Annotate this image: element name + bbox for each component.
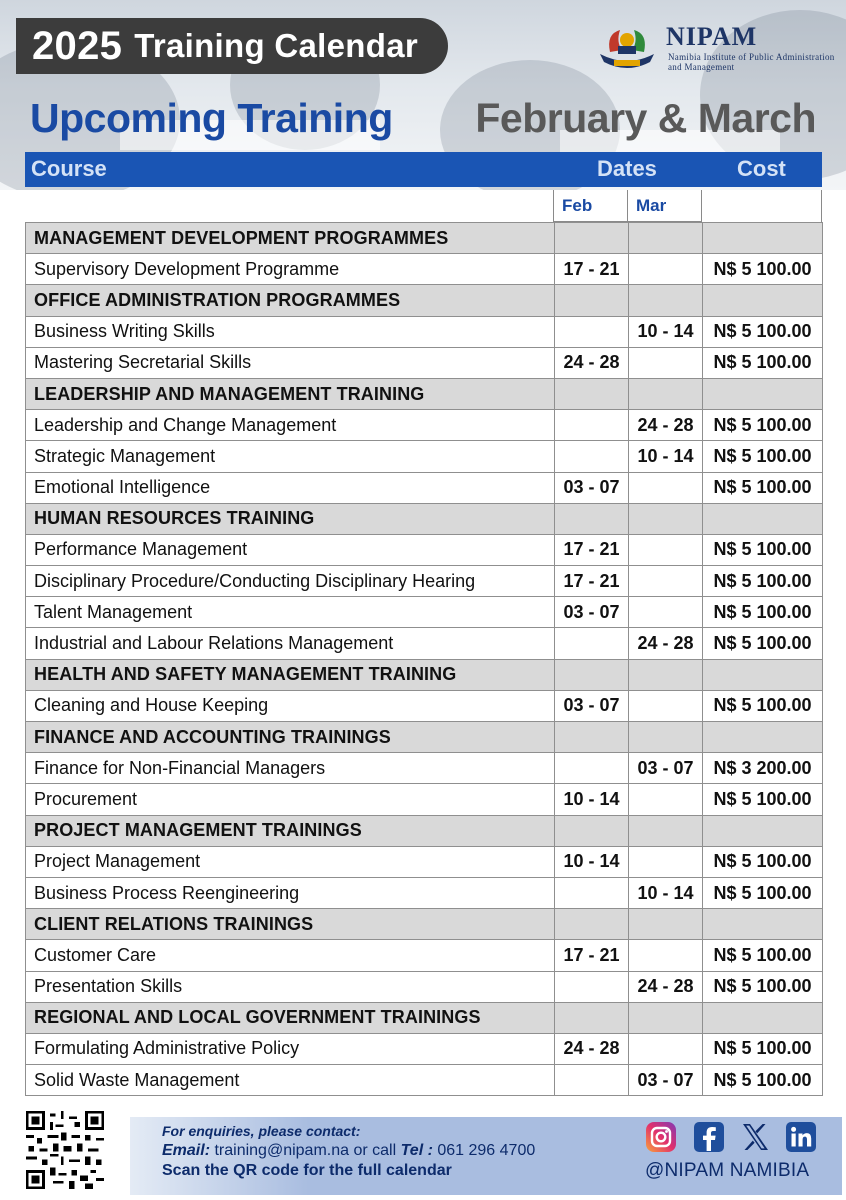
course-cost: N$ 5 100.00	[703, 316, 823, 347]
course-cost: N$ 5 100.00	[703, 566, 823, 597]
mar-dates: 10 - 14	[629, 877, 703, 908]
column-mar: Mar	[627, 190, 702, 222]
course-cost: N$ 5 100.00	[703, 534, 823, 565]
course-row	[26, 472, 823, 503]
category-row	[26, 722, 823, 753]
feb-dates: 24 - 28	[555, 347, 629, 378]
course-cost	[703, 285, 823, 316]
feb-dates	[555, 971, 629, 1002]
course-cost	[703, 909, 823, 940]
course-name: Finance for Non-Financial Managers	[26, 753, 555, 784]
course-row	[26, 534, 823, 565]
mar-dates: 24 - 28	[629, 410, 703, 441]
feb-dates	[555, 628, 629, 659]
tel-label: Tel :	[400, 1142, 433, 1159]
mar-dates	[629, 846, 703, 877]
mar-dates: 10 - 14	[629, 316, 703, 347]
phone-number[interactable]: 061 296 4700	[437, 1142, 536, 1159]
mar-dates	[629, 659, 703, 690]
category-name: LEADERSHIP AND MANAGEMENT TRAINING	[26, 378, 555, 409]
feb-dates: 17 - 21	[555, 566, 629, 597]
months-heading: February & March	[475, 95, 816, 141]
category-row	[26, 503, 823, 534]
mar-dates: 24 - 28	[629, 971, 703, 1002]
upcoming-training-heading: Upcoming Training	[30, 95, 393, 141]
course-cost: N$ 5 100.00	[703, 472, 823, 503]
course-row	[26, 597, 823, 628]
calendar-year: 2025	[32, 23, 123, 68]
course-row	[26, 1065, 823, 1096]
course-cost: N$ 5 100.00	[703, 877, 823, 908]
email-label: Email:	[162, 1142, 211, 1159]
feb-dates	[555, 503, 629, 534]
mar-dates	[629, 597, 703, 628]
category-name: PROJECT MANAGEMENT TRAININGS	[26, 815, 555, 846]
category-row	[26, 285, 823, 316]
logo-full-name: Namibia Institute of Public Administration and Management	[668, 52, 835, 72]
mar-dates	[629, 722, 703, 753]
course-row	[26, 690, 823, 721]
category-name: CLIENT RELATIONS TRAININGS	[26, 909, 555, 940]
course-row	[26, 316, 823, 347]
instagram-icon[interactable]	[645, 1121, 677, 1153]
feb-dates	[555, 441, 629, 472]
category-row	[26, 378, 823, 409]
category-name: MANAGEMENT DEVELOPMENT PROGRAMMES	[26, 223, 555, 254]
course-name: Industrial and Labour Relations Management	[26, 628, 555, 659]
course-cost: N$ 5 100.00	[703, 628, 823, 659]
title-banner	[16, 18, 448, 74]
course-cost: N$ 5 100.00	[703, 254, 823, 285]
scan-qr-text: Scan the QR code for the full calendar	[162, 1162, 452, 1179]
calendar-title: Training Calendar	[134, 27, 419, 64]
course-cost	[703, 503, 823, 534]
mar-dates	[629, 815, 703, 846]
linkedin-icon[interactable]	[785, 1121, 817, 1153]
category-row	[26, 1002, 823, 1033]
x-icon[interactable]	[739, 1121, 771, 1153]
course-name: Performance Management	[26, 534, 555, 565]
contact-line	[162, 1142, 535, 1160]
feb-dates	[555, 410, 629, 441]
social-icons	[645, 1121, 820, 1155]
course-name: Formulating Administrative Policy	[26, 1033, 555, 1064]
course-cost	[703, 659, 823, 690]
mar-dates	[629, 254, 703, 285]
feb-dates	[555, 1065, 629, 1096]
course-name: Presentation Skills	[26, 971, 555, 1002]
column-cost: Cost	[737, 156, 786, 181]
category-name: HUMAN RESOURCES TRAINING	[26, 503, 555, 534]
course-cost	[703, 223, 823, 254]
course-cost: N$ 5 100.00	[703, 410, 823, 441]
category-row	[26, 815, 823, 846]
course-name: Leadership and Change Management	[26, 410, 555, 441]
column-dates: Dates	[597, 156, 657, 181]
feb-dates: 17 - 21	[555, 254, 629, 285]
mar-dates: 03 - 07	[629, 753, 703, 784]
mar-dates	[629, 223, 703, 254]
mar-dates	[629, 378, 703, 409]
training-table	[25, 222, 823, 1096]
course-row	[26, 1033, 823, 1064]
nipam-emblem-icon	[596, 24, 658, 72]
cost-subhead-spacer	[701, 190, 822, 222]
feb-dates	[555, 909, 629, 940]
course-cost: N$ 5 100.00	[703, 784, 823, 815]
course-name: Business Writing Skills	[26, 316, 555, 347]
mar-dates	[629, 566, 703, 597]
course-cost: N$ 5 100.00	[703, 971, 823, 1002]
feb-dates	[555, 378, 629, 409]
category-name: REGIONAL AND LOCAL GOVERNMENT TRAININGS	[26, 1002, 555, 1033]
enquiries-label: For enquiries, please contact:	[162, 1123, 361, 1139]
feb-dates	[555, 1002, 629, 1033]
mar-dates	[629, 940, 703, 971]
mar-dates	[629, 1033, 703, 1064]
email-link[interactable]: training@nipam.na	[214, 1142, 350, 1159]
feb-dates	[555, 285, 629, 316]
feb-dates: 17 - 21	[555, 940, 629, 971]
course-row	[26, 940, 823, 971]
course-cost: N$ 5 100.00	[703, 441, 823, 472]
course-name: Emotional Intelligence	[26, 472, 555, 503]
logo-name: NIPAM	[666, 22, 758, 51]
feb-dates	[555, 877, 629, 908]
course-row	[26, 410, 823, 441]
course-name: Strategic Management	[26, 441, 555, 472]
course-name: Supervisory Development Programme	[26, 254, 555, 285]
mar-dates	[629, 347, 703, 378]
category-row	[26, 909, 823, 940]
column-feb: Feb	[553, 190, 628, 222]
course-row	[26, 877, 823, 908]
feb-dates: 17 - 21	[555, 534, 629, 565]
course-name: Procurement	[26, 784, 555, 815]
feb-dates: 03 - 07	[555, 472, 629, 503]
mar-dates	[629, 909, 703, 940]
course-row	[26, 628, 823, 659]
course-cost: N$ 5 100.00	[703, 846, 823, 877]
course-row	[26, 971, 823, 1002]
course-name: Disciplinary Procedure/Conducting Disciplinary Hearing	[26, 566, 555, 597]
course-row	[26, 846, 823, 877]
feb-dates	[555, 316, 629, 347]
or-call-text: or call	[353, 1142, 397, 1159]
category-name: FINANCE AND ACCOUNTING TRAININGS	[26, 722, 555, 753]
social-handle: @NIPAM NAMIBIA	[645, 1160, 810, 1181]
mar-dates: 03 - 07	[629, 1065, 703, 1096]
feb-dates: 03 - 07	[555, 597, 629, 628]
footer-contact	[162, 1123, 535, 1180]
feb-dates: 24 - 28	[555, 1033, 629, 1064]
course-cost	[703, 378, 823, 409]
column-header-bar	[25, 152, 822, 187]
mar-dates	[629, 784, 703, 815]
mar-dates	[629, 285, 703, 316]
course-cost: N$ 5 100.00	[703, 1065, 823, 1096]
course-name: Project Management	[26, 846, 555, 877]
mar-dates: 24 - 28	[629, 628, 703, 659]
mar-dates	[629, 690, 703, 721]
facebook-icon[interactable]	[693, 1121, 725, 1153]
feb-dates: 03 - 07	[555, 690, 629, 721]
nipam-logo	[596, 22, 836, 72]
feb-dates	[555, 722, 629, 753]
course-row	[26, 566, 823, 597]
mar-dates	[629, 503, 703, 534]
course-cost: N$ 5 100.00	[703, 940, 823, 971]
course-cost: N$ 5 100.00	[703, 690, 823, 721]
category-row	[26, 659, 823, 690]
mar-dates: 10 - 14	[629, 441, 703, 472]
course-cost	[703, 722, 823, 753]
course-cost: N$ 3 200.00	[703, 753, 823, 784]
mar-dates	[629, 534, 703, 565]
mar-dates	[629, 1002, 703, 1033]
course-cost	[703, 1002, 823, 1033]
category-name: OFFICE ADMINISTRATION PROGRAMMES	[26, 285, 555, 316]
course-name: Business Process Reengineering	[26, 877, 555, 908]
training-table-body	[26, 223, 823, 1096]
course-cost: N$ 5 100.00	[703, 1033, 823, 1064]
course-row	[26, 347, 823, 378]
feb-dates	[555, 753, 629, 784]
course-name: Solid Waste Management	[26, 1065, 555, 1096]
course-name: Customer Care	[26, 940, 555, 971]
feb-dates	[555, 659, 629, 690]
course-cost: N$ 5 100.00	[703, 597, 823, 628]
column-course: Course	[31, 156, 107, 181]
course-cost	[703, 815, 823, 846]
course-cost: N$ 5 100.00	[703, 347, 823, 378]
course-name: Cleaning and House Keeping	[26, 690, 555, 721]
course-row	[26, 753, 823, 784]
course-row	[26, 441, 823, 472]
feb-dates	[555, 815, 629, 846]
mar-dates	[629, 472, 703, 503]
category-row	[26, 223, 823, 254]
course-name: Talent Management	[26, 597, 555, 628]
category-name: HEALTH AND SAFETY MANAGEMENT TRAINING	[26, 659, 555, 690]
course-row	[26, 784, 823, 815]
feb-dates: 10 - 14	[555, 784, 629, 815]
feb-dates: 10 - 14	[555, 846, 629, 877]
course-row	[26, 254, 823, 285]
feb-dates	[555, 223, 629, 254]
qr-code[interactable]	[26, 1111, 104, 1189]
course-name: Mastering Secretarial Skills	[26, 347, 555, 378]
